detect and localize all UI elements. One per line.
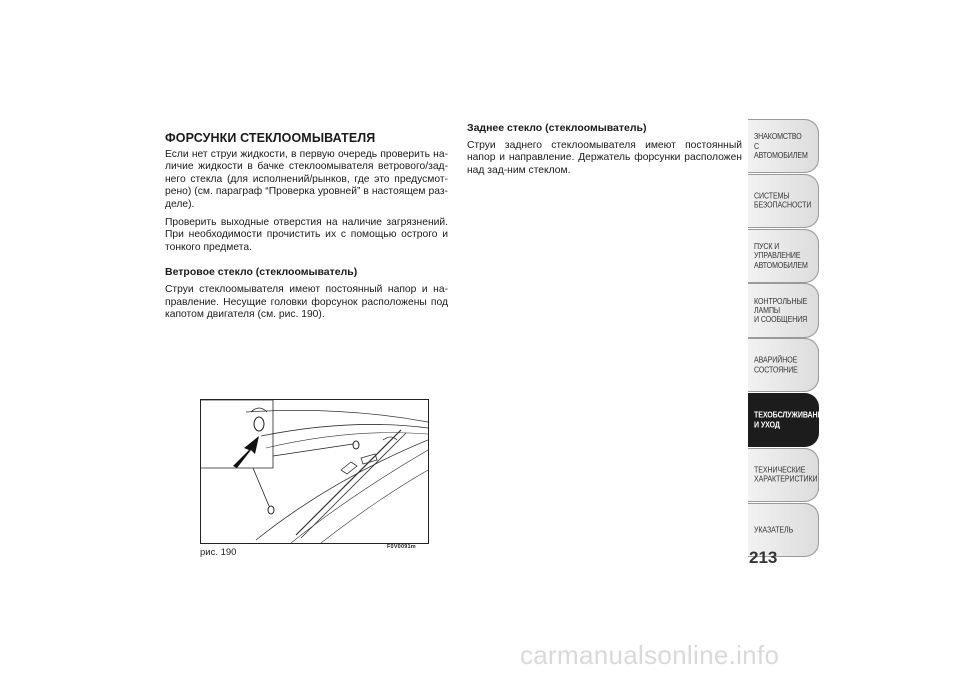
tab-maintenance[interactable]: [748, 393, 828, 447]
figure-caption: рис. 190: [200, 547, 237, 558]
watermark: carmanualsonline.info: [520, 640, 780, 670]
paragraph-check-openings: Проверить выходные отверстия на наличие загрязнений. При необходимости прочистить их с помощью острого и тонкого предмета.: [165, 217, 448, 253]
paragraph-rear-window-jets: Струи заднего стеклоомывателя имеют постоянный напор и направление. Держатель форсунки расположен над зад-ним стеклом.: [467, 140, 742, 176]
paragraph-windscreen-jets: Струи стеклоомывателя имеют постоянный напор и на-правление. Несущие головки форсунок расположены под капотом двигателя (см. рис. 190).: [165, 284, 448, 321]
page-number: 213: [749, 548, 778, 567]
tab-safety[interactable]: [748, 174, 819, 228]
tab-emergency[interactable]: [748, 338, 819, 392]
left-column: [165, 131, 448, 327]
figure-code: F0V0091m: [387, 544, 416, 550]
paragraph-check-fluid: Если нет струи жидкости, в первую очередь проверить на-личие жидкости в бачке стеклоомывателя ветрового/зад-него стекла (для исполнений/рынков, где это предусмот-рено) (см. параграф “Проверка уровней” в настоящем раз-деле).: [165, 149, 448, 210]
tab-label: АВАРИЙНОЕ СОСТОЯНИЕ: [754, 354, 798, 375]
section-heading: ФОРСУНКИ СТЕКЛООМЫВАТЕЛЯ: [165, 131, 376, 145]
tab-starting-driving[interactable]: [748, 229, 819, 283]
tab-warning-lights[interactable]: [748, 283, 819, 337]
tab-label: КОНТРОЛЬНЫЕ ЛАМПЫ И СООБЩЕНИЯ: [754, 295, 808, 325]
subheading-rear-window: Заднее стекло (стеклоомыватель): [467, 122, 647, 134]
washer-nozzle-drawing: [201, 400, 428, 543]
tab-technical-specs[interactable]: [748, 448, 819, 502]
tab-label: ТЕХНИЧЕСКИЕ ХАРАКТЕРИСТИКИ: [754, 464, 818, 484]
tab-label: ТЕХОБСЛУЖИВАНИЕ И УХОД: [754, 409, 828, 430]
figure-190-illustration: [200, 399, 429, 544]
tab-label: УКАЗАТЕЛЬ: [754, 524, 794, 535]
tab-label: ЗНАКОМСТВО С АВТОМОБИЛЕМ: [754, 131, 808, 160]
subheading-windscreen: Ветровое стекло (стеклоомыватель): [165, 266, 358, 279]
section-tabs: [748, 119, 828, 557]
right-column: [467, 122, 742, 183]
tab-label: ПУСК И УПРАВЛЕНИЕ АВТОМОБИЛЕМ: [754, 240, 808, 270]
tab-intro[interactable]: [748, 119, 819, 173]
tab-label: СИСТЕМЫ БЕЗОПАСНОСТИ: [754, 190, 812, 210]
